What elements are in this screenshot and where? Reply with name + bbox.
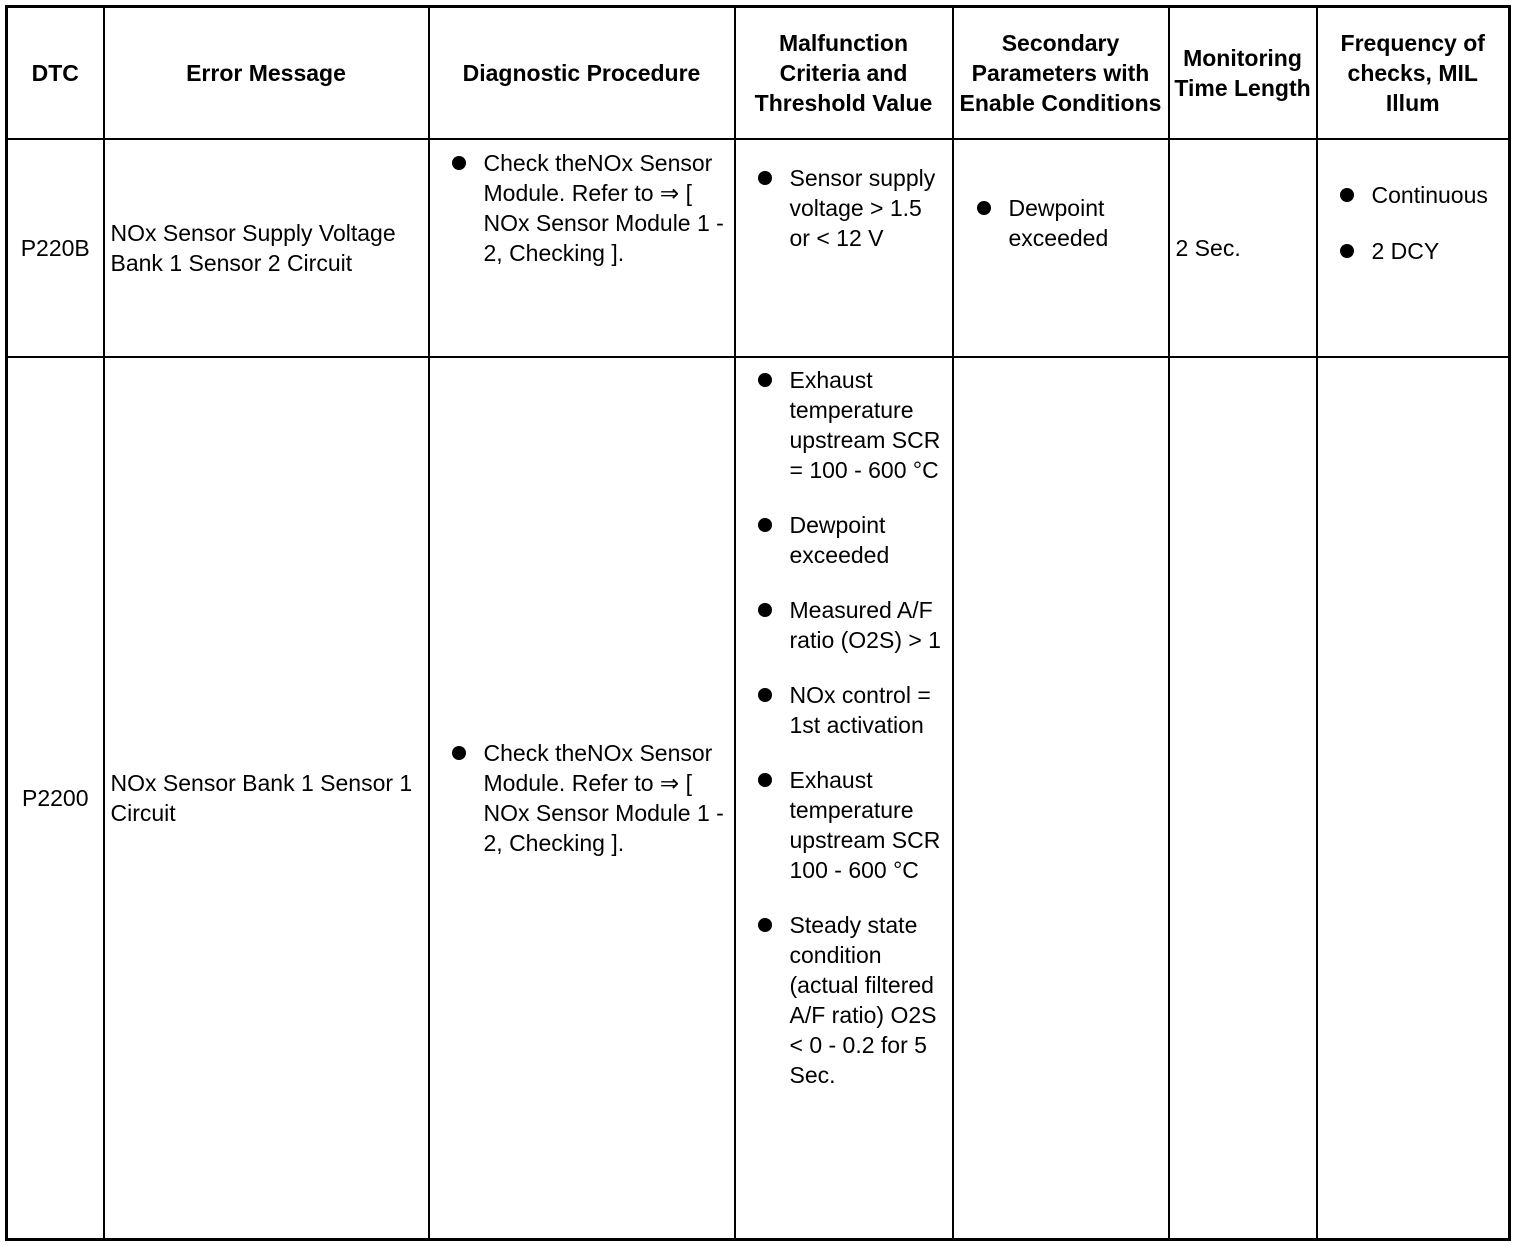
bullet-icon — [452, 746, 466, 760]
procedure-text: Check theNOx Sensor Module. Refer to ⇒ [ NOx Sensor Module 1 - 2, Checking ]. — [483, 149, 724, 266]
list-item — [736, 595, 952, 655]
malfunction-criteria — [735, 139, 953, 357]
list-item — [736, 365, 952, 485]
table-row — [7, 139, 1510, 357]
criteria-text: Dewpoint exceeded — [789, 511, 890, 568]
bullet-icon — [1340, 244, 1354, 258]
header-error-message: Error Message — [104, 7, 429, 139]
bullet-icon — [758, 373, 772, 387]
criteria-text: NOx control = 1st activation — [789, 681, 931, 738]
secondary-parameters — [953, 139, 1169, 357]
error-message: NOx Sensor Bank 1 Sensor 1 Circuit — [104, 357, 429, 1240]
bullet-icon — [758, 518, 772, 532]
bullet-icon — [977, 201, 991, 215]
diagnostic-procedure — [429, 139, 735, 357]
frequency-text: 2 DCY — [1371, 237, 1440, 264]
criteria-text: Steady state condition (actual filtered A/F ratio) O2S < 0 - 0.2 for 5 Sec. — [789, 911, 937, 1088]
header-malfunction-criteria: Malfunction Criteria and Threshold Value — [735, 7, 953, 139]
list-item — [736, 163, 952, 253]
bullet-icon — [758, 918, 772, 932]
error-message: NOx Sensor Supply Voltage Bank 1 Sensor 2 Circuit — [104, 139, 429, 357]
list-item — [736, 680, 952, 740]
bullet-icon — [1340, 188, 1354, 202]
procedure-text: Check theNOx Sensor Module. Refer to ⇒ [ NOx Sensor Module 1 - 2, Checking ]. — [483, 739, 724, 856]
list-item — [954, 193, 1168, 253]
bullet-icon — [758, 171, 772, 185]
secondary-parameters — [953, 357, 1169, 1240]
list-item — [736, 765, 952, 885]
header-diagnostic-procedure: Diagnostic Procedure — [429, 7, 735, 139]
malfunction-criteria — [735, 357, 953, 1240]
frequency — [1317, 357, 1510, 1240]
header-monitoring-time: Monitoring Time Length — [1169, 7, 1317, 139]
frequency — [1317, 139, 1510, 357]
table-row — [7, 357, 1510, 1240]
criteria-text: Exhaust temperature upstream SCR = 100 - 600 °C — [789, 366, 941, 483]
frequency-text: Continuous — [1371, 181, 1488, 208]
diagnostic-procedure — [429, 357, 735, 1240]
list-item — [1318, 180, 1509, 210]
list-item — [430, 738, 734, 858]
monitoring-time — [1169, 357, 1317, 1240]
dtc-code: P2200 — [7, 357, 104, 1240]
dtc-table — [5, 5, 1511, 1241]
criteria-text: Measured A/F ratio (O2S) > 1 — [789, 596, 941, 653]
list-item — [1318, 236, 1509, 266]
dtc-code: P220B — [7, 139, 104, 357]
bullet-icon — [758, 688, 772, 702]
bullet-icon — [758, 603, 772, 617]
header-dtc: DTC — [7, 7, 104, 139]
table-header-row — [7, 7, 1510, 139]
list-item — [736, 910, 952, 1090]
criteria-text: Exhaust temperature upstream SCR 100 - 600 °C — [789, 766, 941, 883]
secondary-text: Dewpoint exceeded — [1008, 194, 1109, 251]
bullet-icon — [758, 773, 772, 787]
bullet-icon — [452, 156, 466, 170]
list-item — [430, 148, 734, 268]
criteria-text: Sensor supply voltage > 1.5 or < 12 V — [789, 164, 936, 251]
header-secondary-parameters: Secondary Parameters with Enable Conditions — [953, 7, 1169, 139]
list-item — [736, 510, 952, 570]
header-frequency: Frequency of checks, MIL Illum — [1317, 7, 1510, 139]
monitoring-time: 2 Sec. — [1169, 139, 1317, 357]
